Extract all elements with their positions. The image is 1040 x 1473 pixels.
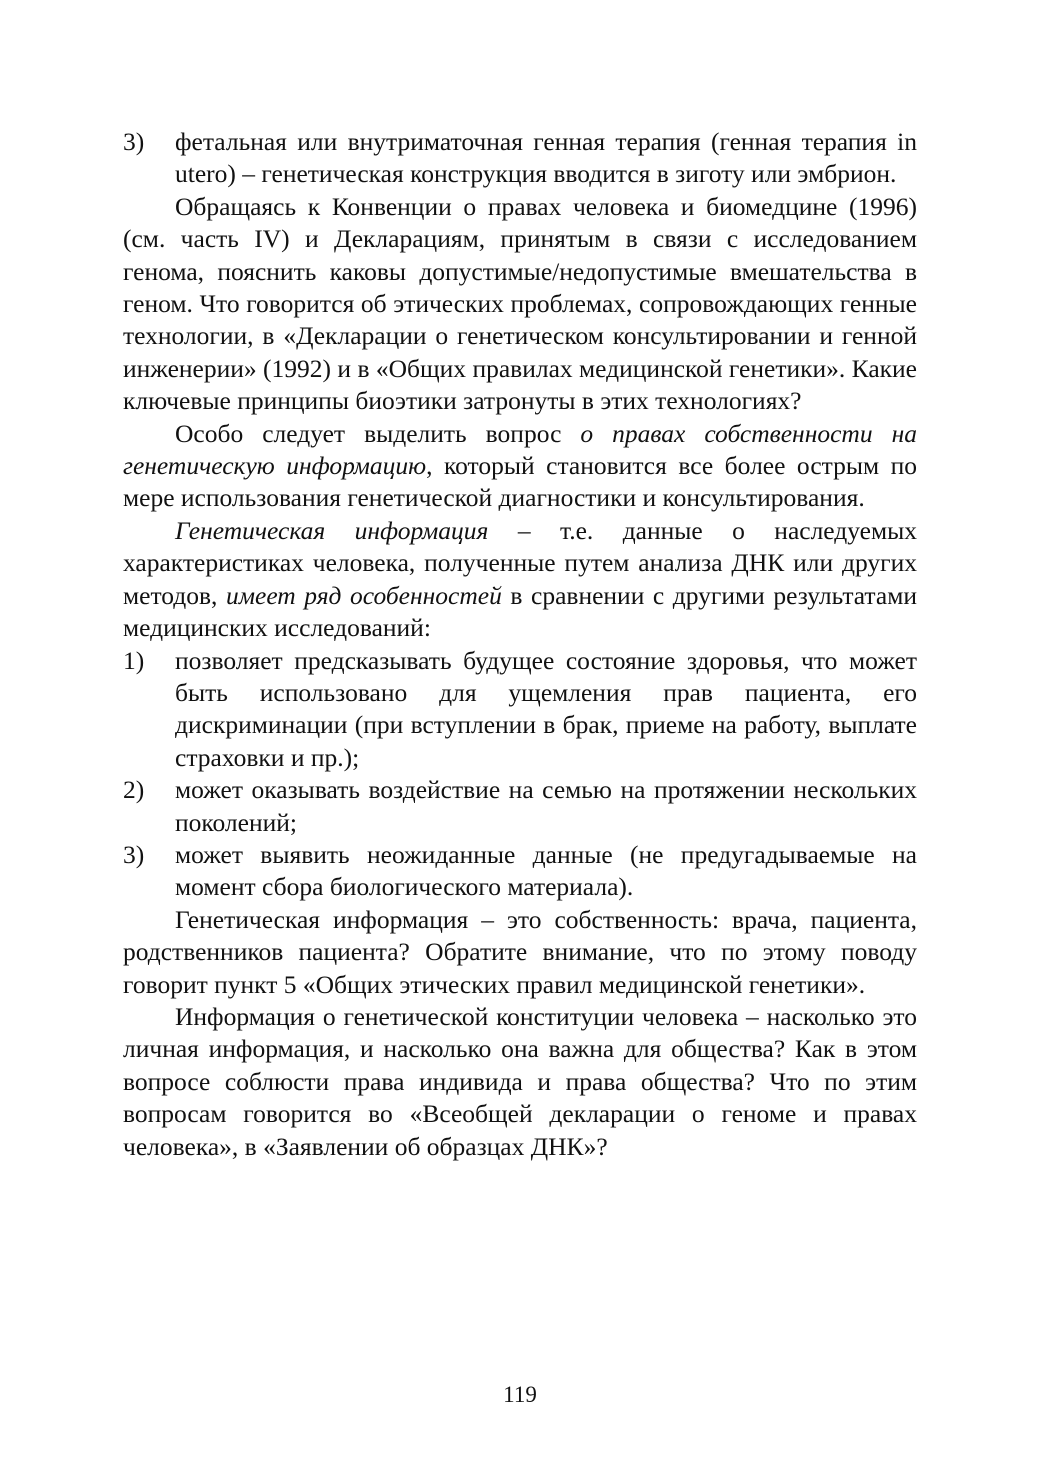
paragraph: Обращаясь к Конвенции о правах человека и биомедцине (1996) (см. часть IV) и Декларациям, принятым в связи с исследованием генома, пояснить каковы допустимые/недопустимые вмешательства в геном. Что говорится об этических проблемах, сопровождающих генные технологии, в «Декларации о генетическом консультировании и генной инженерии» (1992) и в «Общих правилах медицинской генетики». Какие ключевые принципы биоэтики затронуты в этих технологиях? bbox=[123, 191, 917, 416]
emphasis-text: имеет ряд особенностей bbox=[225, 580, 502, 610]
paragraph-text: , который становится все более острым по мере использования генетической диагностики и консультирования. bbox=[123, 451, 918, 513]
list-item-text: позволяет предсказывать будущее состояние здоровья, что может быть использовано для ущемления прав пациента, его дискриминации (при вступлении в брак, приеме на работу, выплате страховки и пр.); bbox=[175, 645, 917, 772]
list-item-number: 1) bbox=[123, 645, 145, 675]
paragraph: Генетическая информация – это собственность: врача, пациента, родственников пациента? Обратите внимание, что по этому поводу говорит пункт 5 «Общих этических правил медицинской генетики». bbox=[123, 904, 917, 999]
paragraph-text: Особо следует выделить вопрос bbox=[175, 418, 581, 448]
emphasis-text: о правах собственности на генетическую информацию bbox=[123, 418, 917, 481]
list-item bbox=[123, 126, 917, 191]
emphasis-text: Генетическая информация bbox=[175, 515, 489, 545]
list-item-number: 3) bbox=[123, 839, 145, 869]
paragraph-text: – т.е. данные о наследуемых характеристиках человека, полученные путем анализа ДНК или других методов, bbox=[123, 515, 918, 610]
list-item bbox=[123, 839, 917, 904]
list-item-number: 2) bbox=[123, 775, 145, 805]
list-item-number: 3) bbox=[123, 127, 145, 156]
page-number: 119 bbox=[503, 1382, 537, 1407]
paragraph bbox=[123, 418, 917, 515]
list-item-text: может выявить неожиданные данные (не предугадываемые на момент сбора биологического материала). bbox=[175, 839, 917, 902]
list-item bbox=[123, 774, 917, 839]
paragraph: Информация о генетической конституции человека – насколько это личная информация, и насколько она важна для общества? Как в этом вопросе соблюсти права индивида и права общества? Что по этим вопросам говорится во «Всеобщей декларации о геноме и правах человека», в «Заявлении об образцах ДНК»? bbox=[123, 1001, 917, 1161]
paragraph bbox=[123, 515, 917, 645]
page-body bbox=[123, 126, 917, 1163]
list-item-text: фетальная или внутриматочная генная терапия (генная терапия in utero) – генетическая конструкция вводится в зиготу или эмбрион. bbox=[175, 127, 917, 189]
list-item bbox=[123, 645, 917, 775]
list-item-text: может оказывать воздействие на семью на протяжении нескольких поколений; bbox=[175, 775, 917, 837]
paragraph-text: в сравнении с другими результатами медицинских исследований: bbox=[123, 580, 917, 643]
